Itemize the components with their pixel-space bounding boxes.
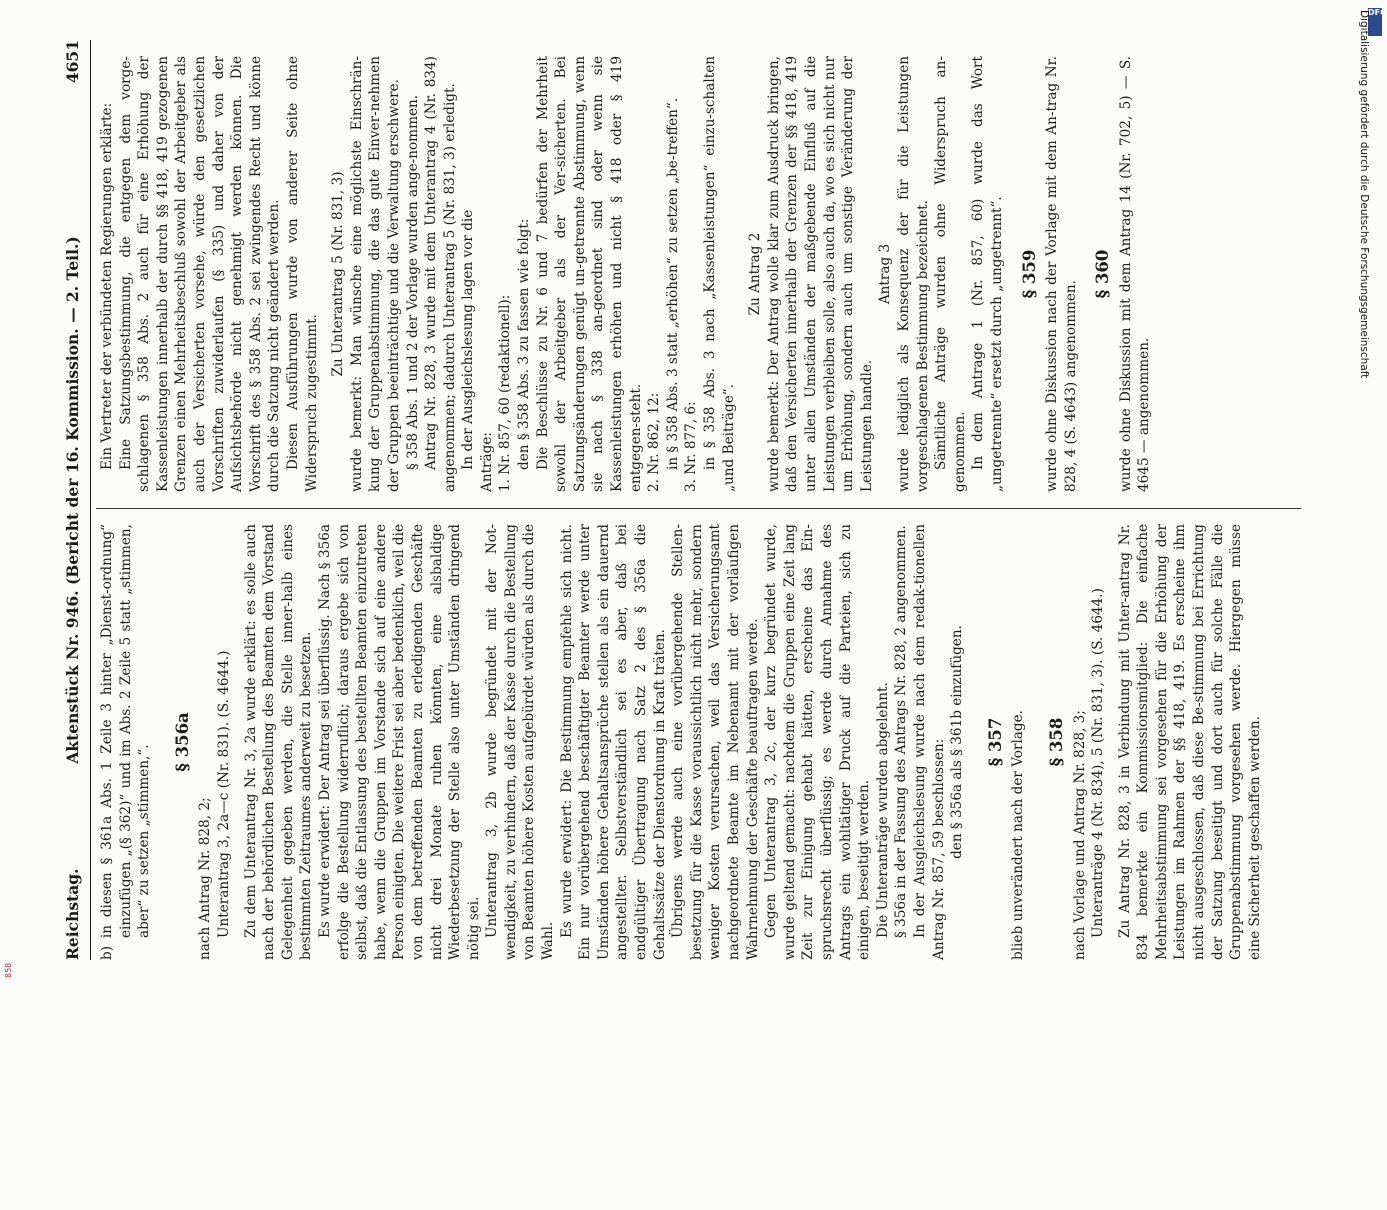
paragraph: Ein Vertreter der verbündeten Regierungen erklärte: (99, 102, 115, 470)
paragraph: Zu Antrag Nr. 828, 3 in Verbindung mit Unter-antrag Nr. 834 bemerkte ein Kommissionsmitglied: Die einfache Mehrheitsabstimmung sei vorgesehen für die Erhöhung der Leistungen im Rahmen der §§ 418, 419. Es erscheine ihm nicht ausgeschlossen, daß diese Be-stimmung bei Errichtung der Satzung beseitigt und dort auch für solche Fälle die Gruppenabstimmung vorgesehen werde. Hiergegen müsse eine Sicherheit geschaffen werden. (1116, 524, 1263, 960)
section-359-heading: § 359 (1019, 249, 1039, 299)
paragraph: wurde bemerkt: Der Antrag wolle klar zum Ausdruck bringen, daß den Versicherten innerhalb der Grenzen der §§ 418, 419 unter allen Umständen der maßgebende Einfluß auf die Leistungen verbleiben solle, also auch da, wo es sich nicht nur um Erhöhung, sondern auch um sonstige Veränderung der Leistungen handle. (765, 56, 875, 492)
paragraph: wurde ohne Diskussion nach der Vorlage mit dem An-trag Nr. 828, 4 (S. 4643) angenommen. (1044, 56, 1079, 492)
paragraph: Gegen Unterantrag 3, 2c, der kurz begründet wurde, wurde geltend gemacht: nachdem die Gruppen eine Zeit lang Zeit zur Einigung gehabt hätten, erscheine das Ein-spruchsrecht überflüssig; es werde durch Annahme des Antrags ein wohltätiger Druck auf die Parteien, sich zu einigen, beseitigt werden. (763, 524, 873, 960)
section-358-heading: § 358 (1046, 717, 1066, 767)
paragraph: wurde lediglich als Konsequenz der für die Leistungen vorgeschlagenen Bestimmung bezeichnet. (895, 56, 931, 492)
list-item-detail: den § 358 Abs. 3 zu fassen wie folgt: (516, 218, 533, 470)
subheading: Antrag 3 (877, 243, 894, 305)
section-358-unterantraege: Unteranträge 4 (Nr. 834), 5 (Nr. 831, 3). (S. 4644.) (1090, 588, 1107, 938)
subheading: Zu Antrag 2 (747, 232, 764, 316)
paragraph: Es wurde erwidert: Der Antrag sei überflüssig. Nach § 356a erfolge die Bestellung widerruflich; daraus ergebe sich von selbst, daß die Entlassung des bestellten Beamten einzutreten habe, wenn die Gruppen im Vorstande sich auf eine andere Person einigten. Die weitere Frist sei aber bedenklich, weil die von dem betreffenden Beamten zu erledigenden Geschäfte nicht drei Monate ruhen könnten, eine alsbaldige Wiederbesetzung der Stelle also unter Umständen dringend nötig sei. (316, 524, 482, 960)
page-mark: 858 (4, 962, 13, 978)
section-357-text: blieb unverändert nach der Vorlage. (1010, 710, 1027, 960)
section-358-basis: nach Vorlage und Antrag Nr. 828, 3; (1071, 710, 1088, 960)
column-divider (96, 508, 1301, 509)
paragraph: Diesen Ausführungen wurde von anderer Seite ohne Widerspruch zugestimmt. (284, 56, 320, 492)
item-b: b) in diesen § 361a Abs. 1 Zeile 3 hinter „Dienst-ordnung“ einzufügen „(§ 362)“ und im Abs. 2 Zeile 5 statt „stimmen, aber“ zu setzen „stimmen,“. (99, 524, 153, 960)
header-title: Aktenstück Nr. 946. (Bericht der 16. Kommission. — 2. Teil.) (63, 236, 82, 764)
section-356a-basis: nach Antrag Nr. 828, 2; (197, 797, 214, 960)
document-page (60, 40, 1310, 960)
page-number: 4651 (63, 40, 82, 84)
paragraph: § 358 Abs. 1 und 2 der Vorlage wurden ange-nommen. (404, 94, 421, 470)
paragraph: Unterantrag 3, 2b wurde begründet mit der Not-wendigkeit, zu verhindern, daß der Kasse durch die Bestellung von Beamten höhere Kosten aufgebürdet würden als durch die Wahl. (484, 524, 557, 960)
paragraph: In der Ausgleichslesung wurde nach dem redak-tionellen Antrag Nr. 857, 59 beschlossen: (911, 524, 947, 960)
paragraph: Übrigens werde auch eine vorübergehende Stellen-besetzung für die Kasse voraussichtlich nicht mehr, sondern weniger Kosten verursachen, weil das Versicherungsamt nachgeordnete Beamte im Nebenamt mit der vorläufigen Wahrnehmung der Geschäfte beauftragen werde. (670, 524, 761, 960)
section-356a-unterantrag: Unterantrag 3, 2a—c (Nr. 831). (S. 4644.) (215, 650, 232, 938)
paragraph: Zu dem Unterantrag Nr. 3, 2a wurde erklärt: es solle auch nach der behördlichen Bestellung des Beamten dem Vorstand Gelegenheit gegeben werden, die Stelle inner-halb eines bestimmten Zeitraumes anderweit zu besetzen. (242, 524, 315, 960)
paragraph: In dem Antrage 1 (Nr. 857, 60) wurde das Wort „ungetrennte“ ersetzt durch „ungetrennt“. (970, 56, 1005, 492)
header-left: Reichstag. (63, 868, 82, 960)
left-column (98, 524, 1264, 960)
list-item-detail: in § 358 Abs. 3 nach „Kassenleistungen“ einzu-schalten „und Beiträge“. (702, 56, 737, 492)
list-item-quote: Die Beschlüsse zu Nr. 6 und 7 bedürfen der Mehrheit sowohl der Arbeitgeber als der Ver-sicherten. Bei Satzungsänderungen genügt un-getrennte Abstimmung, wenn sie nach § 338 an-geordnet sind oder wenn sie Kassenleistungen erhöhen und nicht § 418 oder § 419 entgegen-steht. (534, 56, 644, 492)
right-column (98, 56, 1154, 492)
paragraph: § 356a in der Fassung des Antrags Nr. 828, 2 angenommen. (893, 525, 910, 938)
paragraph: Die Unteranträge wurden abgelehnt. (874, 682, 891, 938)
section-357-heading: § 357 (985, 717, 1005, 767)
digitization-credit: Digitalisierung gefördert durch die Deutsche Forschungsgemeinschaft (1358, 10, 1370, 379)
section-356a-heading: § 356a (172, 712, 192, 772)
header-rule (90, 40, 91, 960)
paragraph: Es wurde erwidert: Die Bestimmung empfehle sich nicht. Ein nur vorübergehend beschäftigter Beamter werde unter Umständen höhere Gehaltsansprüche stellen als ein dauernd angestellter. Selbstverständlich sei es aber, daß bei endgültiger Übertragung nach Satz 2 des § 356a die Gehaltssätze der Dienstordnung in Kraft träten. (558, 524, 668, 960)
section-360-heading: § 360 (1093, 249, 1113, 299)
paragraph: Antrag Nr. 828, 3 wurde mit dem Unterantrag 4 (Nr. 834) angenommen; dadurch Unterantrag 5 (Nr. 831, 3) erledigt. (423, 56, 458, 492)
paragraph: den § 356a als § 361b einzufügen. (949, 625, 966, 859)
paragraph: Anträge: (478, 432, 495, 492)
paragraph: wurde bemerkt: Man wünsche eine möglichste Einschrän-kung der Gruppenabstimmung, die das gute Einver-nehmen der Gruppen beeinträchtige und die Verwaltung erschwere. (348, 56, 402, 492)
paragraph: Eine Satzungsbestimmung, die entgegen dem vorge-schlagenen § 358 Abs. 2 auch für eine Erhöhung der Kassenleistungen innerhalb der durch §§ 418, 419 gezogenen Grenzen einen Mehrheitsbeschluß sowohl der Arbeitgeber als auch der Versicherten vorsehe, würde den gesetzlichen Vorschriften zuwiderlaufen (§ 335) und daher von der Aufsichtsbehörde nicht genehmigt werden können. Die Vorschrift des § 358 Abs. 2 sei zwingendes Recht und könne durch die Satzung nicht geändert werden. (117, 56, 283, 492)
list-item: 2. Nr. 862, 12: (646, 392, 663, 492)
list-item-detail: in § 358 Abs. 3 statt „erhöhen“ zu setzen „be-treffen“. (664, 97, 681, 470)
paragraph: In der Ausgleichslesung lagen vor die (460, 209, 477, 470)
paragraph: Sämtliche Anträge wurden ohne Widerspruch an-genommen. (933, 56, 968, 492)
dfg-logo: DFG (1368, 8, 1382, 36)
paragraph: wurde ohne Diskussion mit dem Antrag 14 (Nr. 702, 5) — S. 4645 — angenommen. (1117, 56, 1153, 492)
page-header (60, 40, 90, 960)
list-item: 1. Nr. 857, 60 (redaktionell): (497, 294, 514, 492)
subheading: Zu Unterantrag 5 (Nr. 831, 3) (330, 171, 347, 377)
list-item: 3. Nr. 877, 6: (683, 401, 700, 492)
